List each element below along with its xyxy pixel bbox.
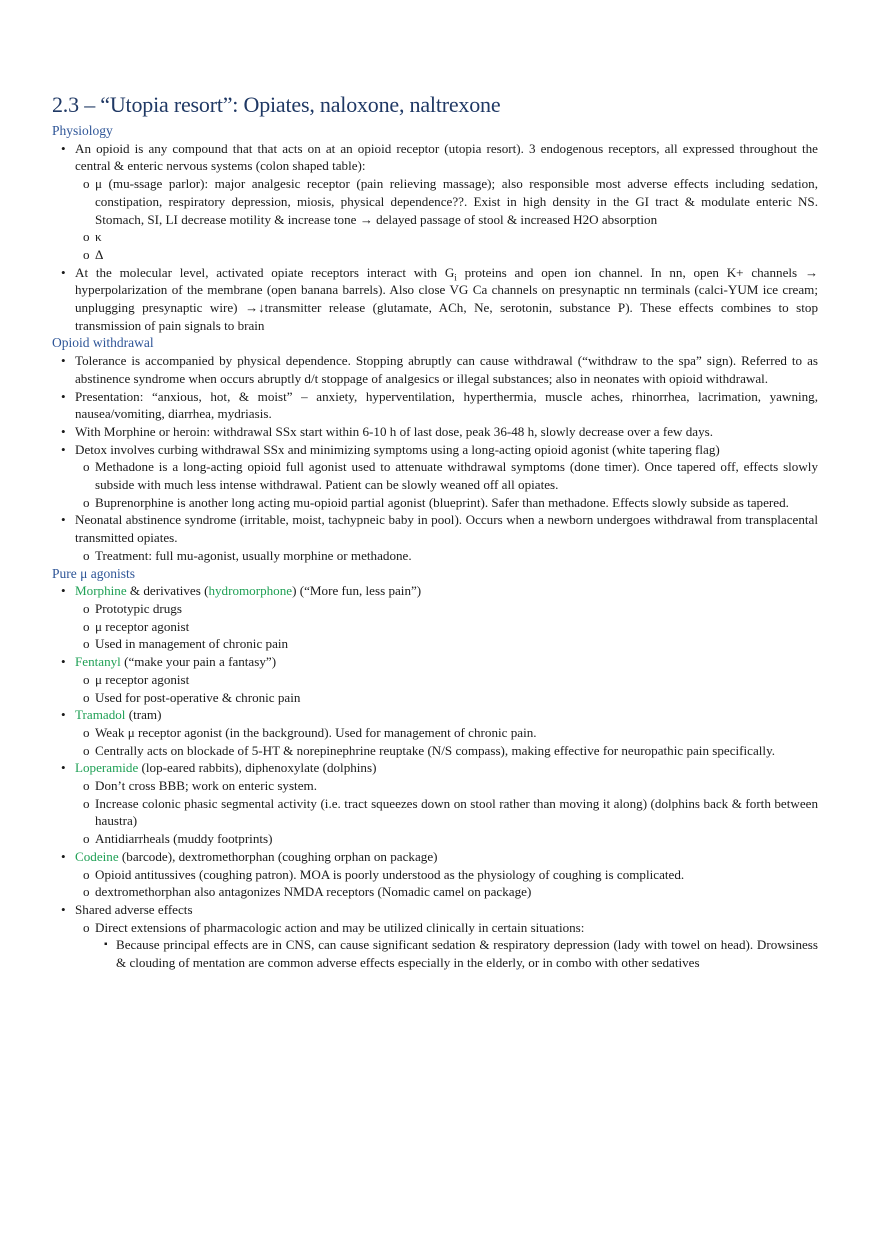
list-item: • Morphine & derivatives (hydromorphone) (“More fun, less pain”) [61,583,422,599]
list-item: o Δ [83,246,104,262]
physiology-list [52,140,818,335]
list-item: • Presentation: “anxious, hot, & moist” – anxiety, hyperventilation, hyperthermia, muscle aches, rhinorrhea, lacrimation, yawning, nausea/vomiting, diarrhea, mydriasis. [61,388,818,422]
list-item: • Tramadol (tram) [61,707,162,723]
list-item: o Antidiarrheals (muddy footprints) [83,831,273,847]
list-item: • Shared adverse effects [61,901,193,917]
drug-name: Morphine [75,583,127,599]
drug-name: Fentanyl [75,654,121,670]
list-item: o μ receptor agonist [83,671,190,687]
drug-name: Codeine [75,848,119,864]
page-title: 2.3 – “Utopia resort”: Opiates, naloxone, naltrexone [52,92,501,117]
list-item: o Treatment: full mu-agonist, usually morphine or methadone. [83,547,412,563]
list-item: • Tolerance is accompanied by physical dependence. Stopping abruptly can cause withdrawal (“withdraw to the spa” sign). Referred to as abstinence syndrome when occurs abruptly d/t stoppage of analgesics or illegal substances; also in neonates with opioid withdrawal. [61,353,818,386]
document-page [52,92,818,972]
list-item: o Opioid antitussives (coughing patron). MOA is poorly understood as the physiology of coughing is complicated. [83,866,685,882]
list-item: o Methadone is a long-acting opioid full agonist used to attenuate withdrawal symptoms (done timer). Once tapered off, effects slowly subside with much less intense withdrawal. Patient can be slowly weaned off all opiates. [83,459,818,493]
drug-name: Tramadol [75,707,126,723]
section-heading-physiology: Physiology [52,123,113,138]
list-item: o Used for post-operative & chronic pain [83,689,301,705]
withdrawal-list [52,352,818,564]
list-item: o dextromethorphan also antagonizes NMDA receptors (Nomadic camel on package) [83,884,532,900]
section-heading-withdrawal: Opioid withdrawal [52,335,154,351]
list-item: o Increase colonic phasic segmental activity (i.e. tract squeezes down on stool rather than moving it along) (dolphins back & forth between haustra) [83,795,818,829]
list-item: o μ receptor agonist [83,618,190,634]
list-item: o κ [83,229,102,245]
list-item: o Prototypic drugs [83,600,182,616]
list-item: • Neonatal abstinence syndrome (irritable, moist, tachypneic baby in pool). Occurs when a newborn undergoes withdrawal from transplacental transmitted opiates. [61,512,818,546]
list-item: o Direct extensions of pharmacologic action and may be utilized clinically in certain situations: [83,919,585,935]
list-item: o Centrally acts on blockade of 5-HT & norepinephrine reuptake (N/S compass), making effective for neuropathic pain specifically. [83,742,776,758]
section-heading-agonists: Pure μ agonists [52,565,135,581]
agonists-list [52,582,818,971]
list-item: • Fentanyl (“make your pain a fantasy”) [61,654,277,670]
list-item: o μ (mu-ssage parlor): major analgesic receptor (pain relieving massage); also responsible most adverse effects including sedation, constipation, respiratory depression, miosis, physical dependence??. Exist in high density in the GI tract & modulate enteric NS. Stomach, SI, LI decrease motility & increase tone → delayed passage of stool & increased H2O absorption [83,176,818,227]
list-item: o Weak μ receptor agonist (in the background). Used for management of chronic pain. [83,724,537,740]
list-item: • At the molecular level, activated opiate receptors interact with $G_i$ proteins and open ion channel. In nn, open K+ channels → hyperpolarization of the membrane (open banana barrels). Also close VG Ca channels on presynaptic nn terminals (calci-YUM ice cream; unplugging presynaptic wire) →↓transmitter release (glutamate, ACh, Ne, serotonin, substance P). These effects combines to stop transmission of pain signals to brain [61,264,818,333]
list-item: • An opioid is any compound that that acts on at an opioid receptor (utopia resort). 3 endogenous receptors, all expressed throughout the central & enteric nervous systems (colon shaped table): [61,140,818,174]
list-item: • With Morphine or heroin: withdrawal SSx start within 6-10 h of last dose, peak 36-48 h, slowly decrease over a few days. [61,423,714,439]
list-item: o Buprenorphine is another long acting mu-opioid partial agonist (blueprint). Safer than methadone. Effects slowly subside as tapered. [83,494,789,510]
list-item: ▪ Because principal effects are in CNS, can cause significant sedation & respiratory depression (lady with towel on head). Drowsiness & clouding of mentation are common adverse effects especially in the elderly, or in combo with other sedatives [104,937,818,971]
drug-name: Loperamide [75,760,139,776]
list-item: • Codeine (barcode), dextromethorphan (coughing orphan on package) [61,848,438,864]
drug-name: hydromorphone [208,583,293,599]
list-item: o Don’t cross BBB; work on enteric system. [83,778,317,794]
list-item: • Detox involves curbing withdrawal SSx and minimizing symptoms using a long-acting opioid agonist (white tapering flag) [61,441,720,457]
list-item: • Loperamide (lop-eared rabbits), diphenoxylate (dolphins) [61,760,377,776]
list-item: o Used in management of chronic pain [83,636,289,652]
